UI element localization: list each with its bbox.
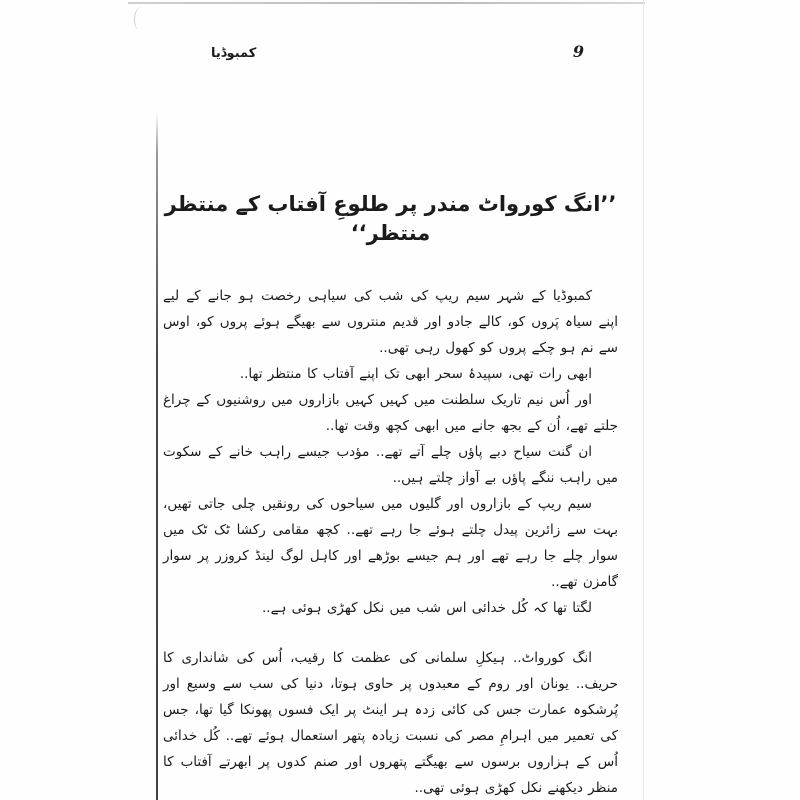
page-top-edge: [128, 2, 645, 4]
page-corner-curl: [134, 7, 145, 29]
paragraph: اور اُس نیم تاریک سلطنت میں کہیں کہیں بازاروں میں روشنیوں کے چراغ جلتے تھے، اُن کے بجھ جانے میں ابھی کچھ وقت تھا..: [163, 392, 618, 434]
running-header: [163, 42, 618, 61]
paragraph: سیم ریپ کے بازاروں اور گلیوں میں سیاحوں کی رونقیں چلی جاتی تھیں، بہت سے زائرین پیدل چلتے ہوئے جا رہے تھے.. کچھ مقامی رکشا ٹک ٹک میں سوار چلے جا رہے تھے اور ہم جیسے بوڑھے اور کاہل لوگ لینڈ کروزر پر سوار گامزن تھے..: [163, 496, 618, 590]
page-number: 9: [572, 42, 584, 61]
paragraph: ابھی رات تھی، سپیدۂ سحر ابھی تک اپنے آفتاب کا منتظر تھا..: [239, 366, 592, 382]
book-gutter-shadow: [156, 112, 158, 800]
book-title: کمبوڈیا: [211, 46, 257, 61]
body-text: [163, 283, 618, 800]
paragraph: انگ کورواٹ.. ہیکلِ سلمانی کی عظمت کا رقیب، اُس کی شانداری کا حریف.. یونان اور روم کے معبدوں پر حاوی ہوتا، دنیا کی سب سے وسیع اور پُرشکوہ عمارت جس کی کائی زدہ ہر اینٹ پر ایک فسوں پھونکا گیا تھا، جس کی تعمیر میں اہرامِ مصر کی نسبت زیادہ پتھر استعمال ہوئے تھے.. کُل خدائی اُس کے ہزاروں برسوں سے بھیگتے پتھروں اور صنم کدوں پر ابھرتے آفتاب کا منظر دیکھنے نکل کھڑی ہوئی تھی..: [163, 650, 618, 796]
paragraph: کمبوڈیا کے شہر سیم ریپ کی شب کی سیاہی رخصت ہو جانے کے لیے اپنے سیاہ پَروں کو، کالے جادو اور قدیم منتروں سے بھیگے ہوئے پروں کو، اوس سے نم ہو چکے پروں کو کھول رہی تھی..: [163, 288, 618, 356]
paragraph: لگتا تھا کہ کُل خدائی اس شب میں نکل کھڑی ہوئی ہے..: [261, 600, 592, 616]
chapter-heading: ’’انگ کورواٹ مندر پر طلوعِ آفتاب کے منتظر منتظر‘‘: [164, 192, 617, 246]
page-right-edge: [643, 0, 644, 800]
paragraph: ان گنت سیاح دبے پاؤں چلے آتے تھے.. مؤدب جیسے راہب خانے کے سکوت میں راہب ننگے پاؤں بے آواز چلتے ہیں..: [163, 444, 618, 486]
